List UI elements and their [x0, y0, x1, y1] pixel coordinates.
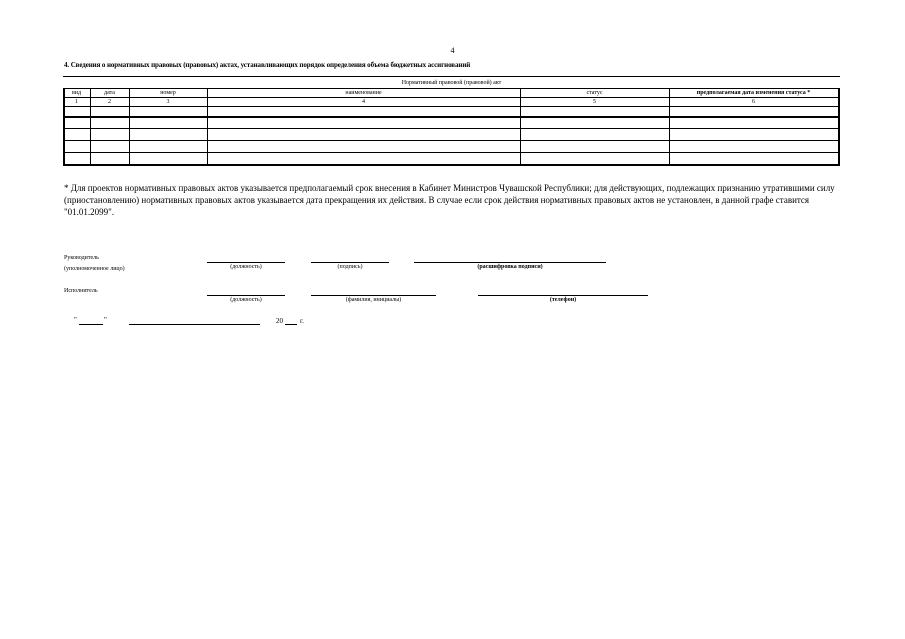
executor-label: Исполнитель — [64, 288, 98, 294]
table-top-border — [63, 76, 840, 77]
date-year-line — [285, 324, 297, 325]
executor-phone-line — [478, 295, 648, 296]
table-row-2-border — [63, 140, 840, 141]
date-year-suffix: г. — [300, 317, 304, 325]
head-label: Руководитель — [64, 255, 99, 261]
date-quote-close: " — [104, 316, 107, 324]
head-position-caption: (должность) — [230, 264, 262, 270]
head-decipher-caption: (расшифровка подписи) — [477, 264, 543, 270]
executor-phone-caption: (телефон) — [549, 297, 577, 303]
footnote-text: * Для проектов нормативных правовых актов указывается предполагаемый срок внесения в Кабинет Министров Чувашской Республики; для действующих, подлежащих признанию утратившими силу (приостановлению) нормативных правовых актов указывается дата прекращения их действия. В случае если срок действия нормативных правовых актов не установлен, в данной графе ставится "01.01.2099". — [64, 183, 835, 217]
page-number: 4 — [450, 46, 455, 55]
head-position-line — [207, 262, 285, 263]
legal-acts-table — [63, 76, 840, 165]
col-header-date: дата — [104, 90, 115, 96]
date-year-prefix: 20 — [276, 317, 283, 325]
executor-name-caption: (фамилия, инициалы) — [345, 297, 402, 303]
date-day-line — [79, 324, 103, 325]
date-quote-open: " — [74, 316, 77, 324]
col-header-number: номер — [160, 90, 176, 96]
executor-position-caption: (должность) — [230, 297, 262, 303]
section-title: 4. Сведения о нормативных правовых (правовых) актах, устанавливающих порядок определения объема бюджетных ассигнований — [64, 61, 471, 69]
head-decipher-line — [414, 262, 606, 263]
executor-position-line — [207, 295, 285, 296]
head-signature-caption: (подпись) — [337, 264, 363, 270]
table-row-3-border — [63, 152, 840, 153]
col-header-status-change-date: предполагаемая дата изменения статуса * — [696, 90, 811, 96]
col-number-5: 5 — [593, 99, 596, 105]
executor-name-line — [311, 295, 436, 296]
data-area-top-border — [63, 116, 840, 118]
number-row-bottom-border — [63, 106, 840, 107]
col-number-6: 6 — [752, 99, 755, 105]
col-header-type: вид — [71, 90, 82, 96]
table-row-1-border — [63, 128, 840, 129]
col-number-4: 4 — [362, 99, 365, 105]
col-number-2: 2 — [108, 99, 111, 105]
col-header-name: наименование — [345, 90, 382, 96]
head-signature-line — [311, 262, 389, 263]
table-bottom-border — [63, 164, 840, 166]
date-month-line — [129, 324, 260, 325]
col-border-right — [838, 88, 840, 165]
head-label-authorized: (уполномоченное лицо) — [64, 266, 125, 272]
col-number-3: 3 — [166, 99, 170, 105]
col-number-1: 1 — [75, 99, 78, 105]
col-header-status: статус — [586, 90, 603, 96]
table-group-header: Нормативный правовой (правовой) акт — [401, 80, 502, 86]
